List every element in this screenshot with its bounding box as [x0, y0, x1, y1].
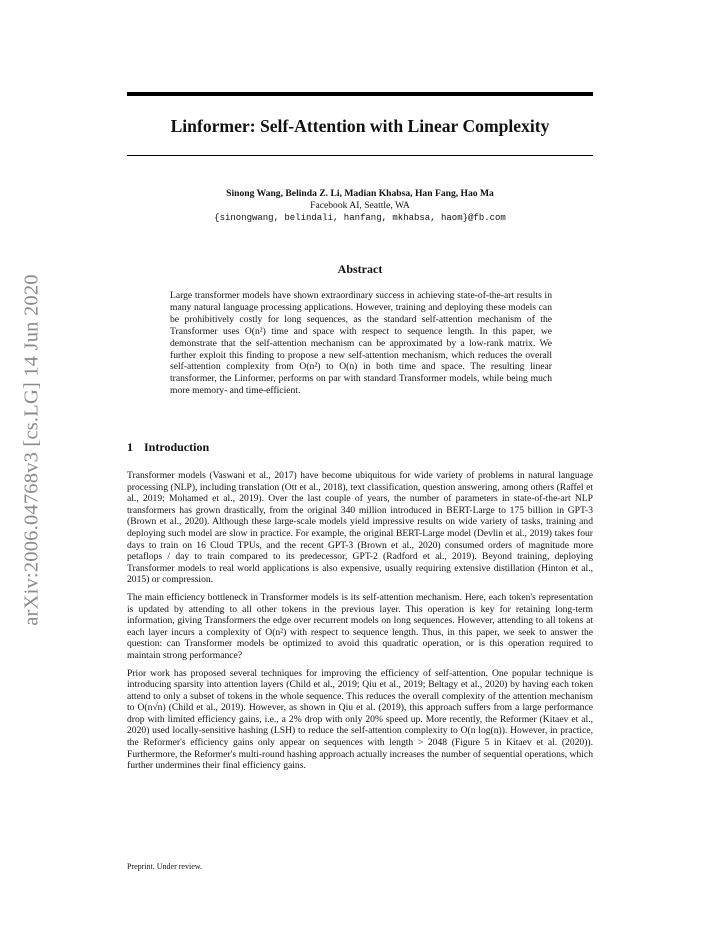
- footer-note: Preprint. Under review.: [127, 862, 203, 871]
- title-bottom-rule: [127, 155, 593, 156]
- author-email: {sinongwang, belindali, hanfang, mkhabsa, haom}@fb.com: [214, 213, 506, 223]
- section-heading: [127, 440, 209, 455]
- author-affiliation: Facebook AI, Seattle, WA: [310, 200, 410, 211]
- abstract-heading: Abstract: [337, 262, 383, 276]
- paragraph: Prior work has proposed several techniques for improving the efficiency of self-attention. One popular technique is introducing sparsity into attention layers (Child et al., 2019; Qiu et al., 2019; Beltagy et al., 2020) by having each token attend to only a subset of tokens in the whole sequence. This reduces the overall complexity of the attention mechanism to O(n√n) (Child et al., 2019). However, as shown in Qiu et al. (2019), this approach suffers from a large performance drop with limited efficiency gains, i.e., a 2% drop with only 20% speed up. More recently, the Reformer (Kitaev et al., 2020) used locally-sensitive hashing (LSH) to reduce the self-attention complexity to O(n log(n)). However, in practice, the Reformer's efficiency gains only appear on sequences with length > 2048 (Figure 5 in Kitaev et al. (2020)). Furthermore, the Reformer's multi-round hashing approach actually increases the number of sequential operations, which further undermines their final efficiency gains.: [127, 667, 593, 772]
- author-names: Sinong Wang, Belinda Z. Li, Madian Khabsa, Han Fang, Hao Ma: [226, 188, 494, 199]
- body-text: [127, 470, 593, 778]
- author-block: [127, 188, 593, 224]
- section-number: 1: [127, 440, 133, 454]
- section-title: Introduction: [144, 440, 210, 454]
- arxiv-identifier: arXiv:2006.04768v3 [cs.LG] 14 Jun 2020: [20, 274, 43, 626]
- abstract-text: Large transformer models have shown extraordinary success in achieving state-of-the-art results in many natural language processing applications. However, training and deploying these models can be prohibitively costly for long sequences, as the standard self-attention mechanism of the Transformer uses O(n²) time and space with respect to sequence length. In this paper, we demonstrate that the self-attention mechanism can be approximated by a low-rank matrix. We further exploit this finding to propose a new self-attention mechanism, which reduces the overall self-attention complexity from O(n²) to O(n) in both time and space. The resulting linear transformer, the Linformer, performs on par with standard Transformer models, while being much more memory- and time-efficient.: [170, 290, 552, 397]
- paragraph: Transformer models (Vaswani et al., 2017) have become ubiquitous for wide variety of problems in natural language processing (NLP), including translation (Ott et al., 2018), text classification, question answering, among others (Raffel et al., 2019; Mohamed et al., 2019). Over the last couple of years, the number of parameters in state-of-the-art NLP transformers has grown drastically, from the original 340 million introduced in BERT-Large to 175 billion in GPT-3 (Brown et al., 2020). Although these large-scale models yield impressive results on wide variety of tasks, training and deploying such model are slow in practice. For example, the original BERT-Large model (Devlin et al., 2019) takes four days to train on 16 Cloud TPUs, and the recent GPT-3 (Brown et al., 2020) consumed orders of magnitude more petaflops / day to train compared to its predecessor, GPT-2 (Radford et al., 2019). Beyond training, deploying Transformer models to real world applications is also expensive, usually requiring extensive distillation (Hinton et al., 2015) or compression.: [127, 470, 593, 586]
- paper-title: Linformer: Self-Attention with Linear Complexity: [170, 116, 550, 136]
- paragraph: The main efficiency bottleneck in Transformer models is its self-attention mechanism. Here, each token's representation is updated by attending to all other tokens in the previous layer. This operation is key for retaining long-term information, giving Transformers the edge over recurrent models on long sequences. However, attending to all tokens at each layer incurs a complexity of O(n²) with respect to sequence length. Thus, in this paper, we seek to answer the question: can Transformer models be optimized to avoid this quadratic operation, or is this operation required to maintain strong performance?: [127, 591, 593, 661]
- title-top-rule: [127, 92, 593, 96]
